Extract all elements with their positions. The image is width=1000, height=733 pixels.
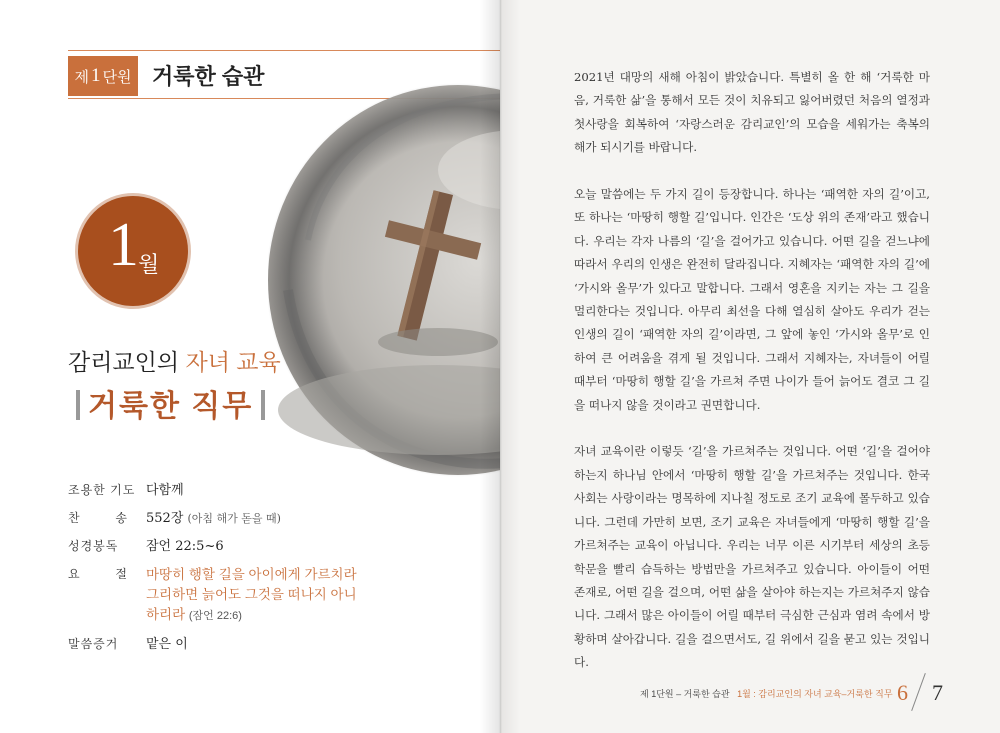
subtitle-accent: 자녀 교육 (185, 349, 281, 375)
month-emblem (78, 196, 188, 306)
cross-photo (268, 80, 500, 480)
key-verse (146, 565, 398, 626)
title-text: 거룩한 직무 (88, 390, 254, 423)
key-verse-line: 그리하면 늙어도 그것을 떠나지 아니 (146, 587, 357, 602)
info-row (68, 635, 398, 654)
body-paragraph: 오늘 말씀에는 두 가지 길이 등장합니다. 하나는 ‘패역한 자의 길’이고, 또 하나는 ‘마땅히 행할 길’입니다. 인간은 ‘도상 위의 존재’라고 했습니다. 우리는 각자 나름의 ‘길’을 걸어가고 있습니다. 어떤 길을 걷느냐에 따라서 우리의 인생은 완전히 달라집니다. 지혜자는 ‘패역한 자의 길’에 ‘가시와 올무’가 있다고 말합니다. 그래서 영혼을 지키는 자는 그 길을 멀리한다는 것입니다. 아무리 최선을 다해 열심히 살아도 우리가 걷는 인생의 길이 ‘패역한 자의 길’이라면, 그 앞에 놓인 ‘가시와 올무’로 인하여 큰 어려움을 겪게 될 것입니다. 그래서 지혜자는, 자녀들이 어릴 때부터 ‘마땅히 행할 길’을 가르쳐 주면 나이가 들어 늙어도 결코 그 길을 떠나지 않을 것이라고 권면합니다. (574, 187, 930, 412)
info-value: 다함께 (146, 483, 184, 498)
page-number-right: 7 (932, 680, 943, 705)
unit-tag (68, 56, 138, 96)
month-label: 월 (138, 253, 160, 278)
title-bar-left (76, 390, 80, 420)
key-verse-ref: (잠언 22:6) (188, 610, 242, 622)
unit-suffix: 단원 (102, 69, 132, 86)
label-char: 송 (115, 511, 128, 525)
title-bar-right (261, 390, 265, 420)
page-number-left: 6 (897, 680, 908, 705)
key-verse-line: 마땅히 행할 길을 아이에게 가르치라 (146, 567, 357, 582)
label-char: 절 (115, 567, 128, 581)
body-paragraph: 자녀 교육이란 이렇듯 ‘길’을 가르쳐주는 것입니다. 어떤 ‘길’을 걸어야 하는지 하나님 안에서 ‘마땅히 행할 길’을 가르쳐주는 것입니다. 한국 사회는 사랑이라는 명목하에 지나칠 정도로 조기 교육에 몰두하고 있습니다. 그런데 가만히 보면, 조기 교육은 자녀들에게 ‘마땅히 행할 길’을 가르쳐주는 교육이 아닙니다. 우리는 너무 이른 시기부터 세상의 초등학문을 빨리 습득하는 방법만을 가르쳐주고 있습니다. 아이들이 어떤 존재로, 어떤 길을 걸으며, 어떤 삶을 살아야 하는지는 가르쳐주지 않습니다. 그래서 많은 아이들이 어릴 때부터 극심한 근심과 염려 속에서 방황하며 살아갑니다. 길을 걸으면서도, 길 위에서 길을 묻고 있는 것입니다. (574, 444, 930, 670)
info-row (68, 565, 398, 626)
sermon-body (574, 66, 930, 698)
info-row (68, 509, 398, 528)
hymn-note: (아침 해가 돋을 때) (187, 512, 281, 525)
subtitle-plain: 감리교인의 (68, 349, 186, 375)
key-verse-line: 하리라 (146, 607, 186, 622)
info-label (68, 565, 128, 626)
lesson-subtitle (68, 344, 281, 377)
body-paragraph: 2021년 대망의 새해 아침이 밝았습니다. 특별히 올 한 해 ‘거룩한 마음, 거룩한 삶’을 통해서 모든 것이 치유되고 잃어버렸던 처음의 열정과 첫사랑을 회복하여 ‘자랑스러운 감리교인’의 모습을 세워가는 축복의 해가 되시기를 바랍니다. (574, 70, 930, 155)
month-number: 1 (108, 211, 139, 279)
info-value: 맡은 이 (146, 637, 188, 652)
label-char: 요 (68, 567, 81, 581)
unit-number: 1 (91, 65, 101, 86)
footer-lesson: 1월 : 감리교인의 자녀 교육–거룩한 직무 (737, 689, 893, 699)
info-value (146, 509, 398, 528)
info-row (68, 481, 398, 500)
header-rule-top (68, 50, 500, 51)
label-char: 찬 (68, 511, 81, 525)
info-label: 조용한 기도 (68, 483, 136, 497)
unit-title: 거룩한 습관 (152, 64, 265, 89)
hymn-number: 552장 (146, 511, 184, 526)
running-footer (640, 687, 893, 700)
info-row (68, 537, 398, 556)
info-value: 잠언 22:5~6 (146, 539, 224, 554)
unit-prefix: 제 (74, 69, 89, 86)
footer-unit: 제 1단원 – 거룩한 습관 (640, 689, 730, 699)
worship-order (68, 481, 398, 663)
lesson-title (68, 381, 273, 425)
info-label: 성경봉독 (68, 539, 119, 553)
info-label (68, 509, 128, 528)
info-label: 말씀증거 (68, 637, 119, 651)
